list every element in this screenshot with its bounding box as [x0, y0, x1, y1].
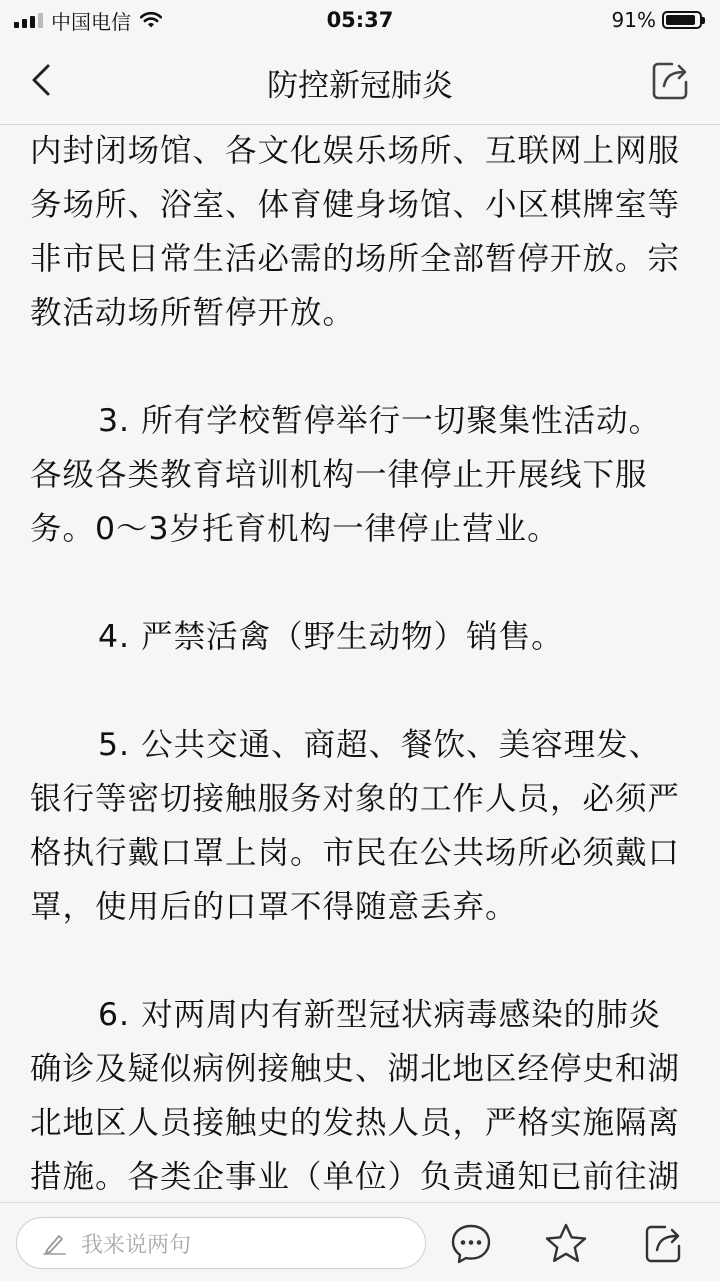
status-time: 05:37: [326, 8, 394, 32]
article-paragraph: 6. 对两周内有新型冠状病毒感染的肺炎确诊及疑似病例接触史、湖北地区经停史和湖北地区人员接触史的发热人员，严格实施隔离措施。各类企事业（单位）负责通知已前往湖: [30, 997, 681, 1195]
battery-fill: [666, 15, 695, 25]
share-icon[interactable]: [648, 58, 692, 102]
article-paragraph: 内封闭场馆、各文化娱乐场所、互联网上网服务场所、浴室、体育健身场馆、小区棋牌室等非市民日常生活必需的场所全部暂停开放。宗教活动场所暂停开放。: [30, 133, 681, 331]
article-content[interactable]: [0, 124, 720, 1202]
comment-input[interactable]: [16, 1217, 426, 1269]
battery-icon: [662, 11, 702, 29]
star-icon[interactable]: [543, 1221, 589, 1267]
comment-placeholder: 我来说两句: [81, 1232, 192, 1258]
wifi-icon: [139, 11, 163, 29]
share-icon[interactable]: [640, 1221, 686, 1267]
article-paragraph: 4. 严禁活禽（野生动物）销售。: [98, 619, 564, 655]
battery-percent: 91%: [611, 8, 656, 32]
chevron-left-icon[interactable]: [20, 58, 64, 102]
article-paragraph: 5. 公共交通、商超、餐饮、美容理发、银行等密切接触服务对象的工作人员，必须严格执行戴口罩上岗。市民在公共场所必须戴口罩，使用后的口罩不得随意丢弃。: [30, 727, 681, 925]
comment-bubble-icon[interactable]: [448, 1221, 494, 1267]
signal-icon: [14, 12, 43, 28]
nav-bar: [0, 40, 720, 125]
article-paragraph: 3. 所有学校暂停举行一切聚集性活动。各级各类教育培训机构一律停止开展线下服务。0～3岁托育机构一律停止营业。: [30, 403, 662, 547]
carrier-label: 中国电信: [51, 9, 131, 34]
page-title: 防控新冠肺炎: [267, 67, 453, 104]
bottom-toolbar: [0, 1202, 720, 1281]
status-left: [14, 6, 163, 35]
status-bar: [0, 0, 720, 40]
pen-icon: [41, 1230, 67, 1256]
status-right: [612, 8, 702, 32]
